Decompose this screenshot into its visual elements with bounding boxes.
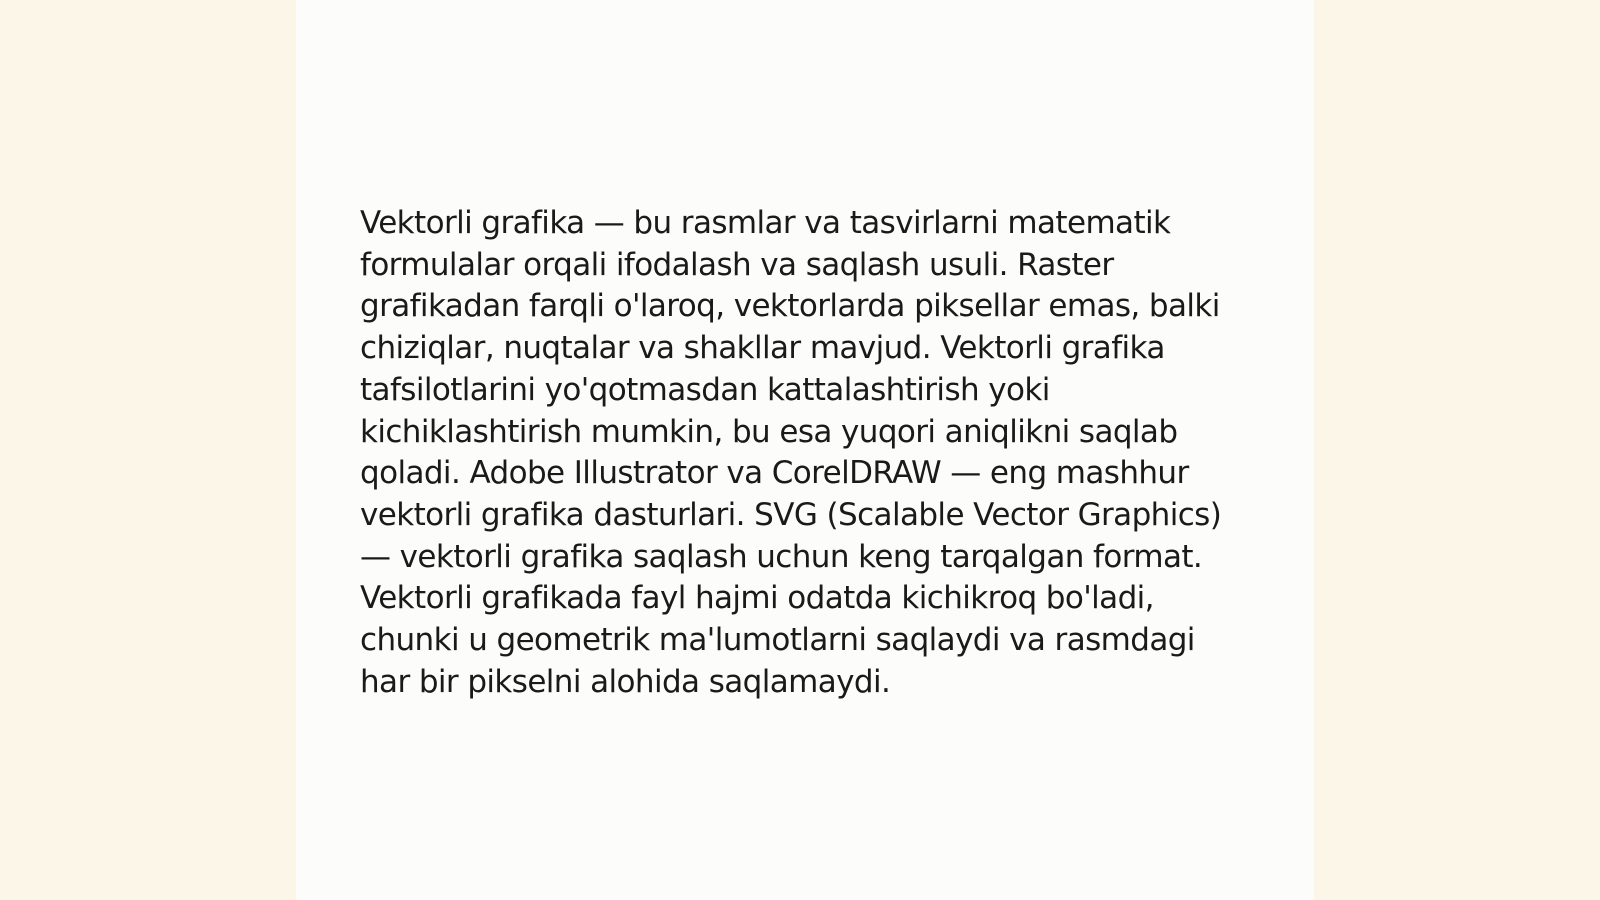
document-page <box>296 0 1314 900</box>
left-margin-background <box>0 0 296 900</box>
body-paragraph: Vektorli grafika — bu rasmlar va tasvirlarni matematik formulalar orqali ifodalash va saqlash usuli. Raster grafikadan farqli o'laroq, vektorlarda piksellar emas, balki chiziqlar, nuqtalar va shakllar mavjud. Vektorli grafika tafsilotlarini yo'qotmasdan kattalashtirish yoki kichiklashtirish mumkin, bu esa yuqori aniqlikni saqlab qoladi. Adobe Illustrator va CorelDRAW — eng mashhur vektorli grafika dasturlari. SVG (Scalable Vector Graphics) — vektorli grafika saqlash uchun keng tarqalgan format. Vektorli grafikada fayl hajmi odatda kichikroq bo'ladi, chunki u geometrik ma'lumotlarni saqlaydi va rasmdagi har bir pikselni alohida saqlamaydi. <box>360 205 1222 700</box>
right-margin-background <box>1314 0 1600 900</box>
